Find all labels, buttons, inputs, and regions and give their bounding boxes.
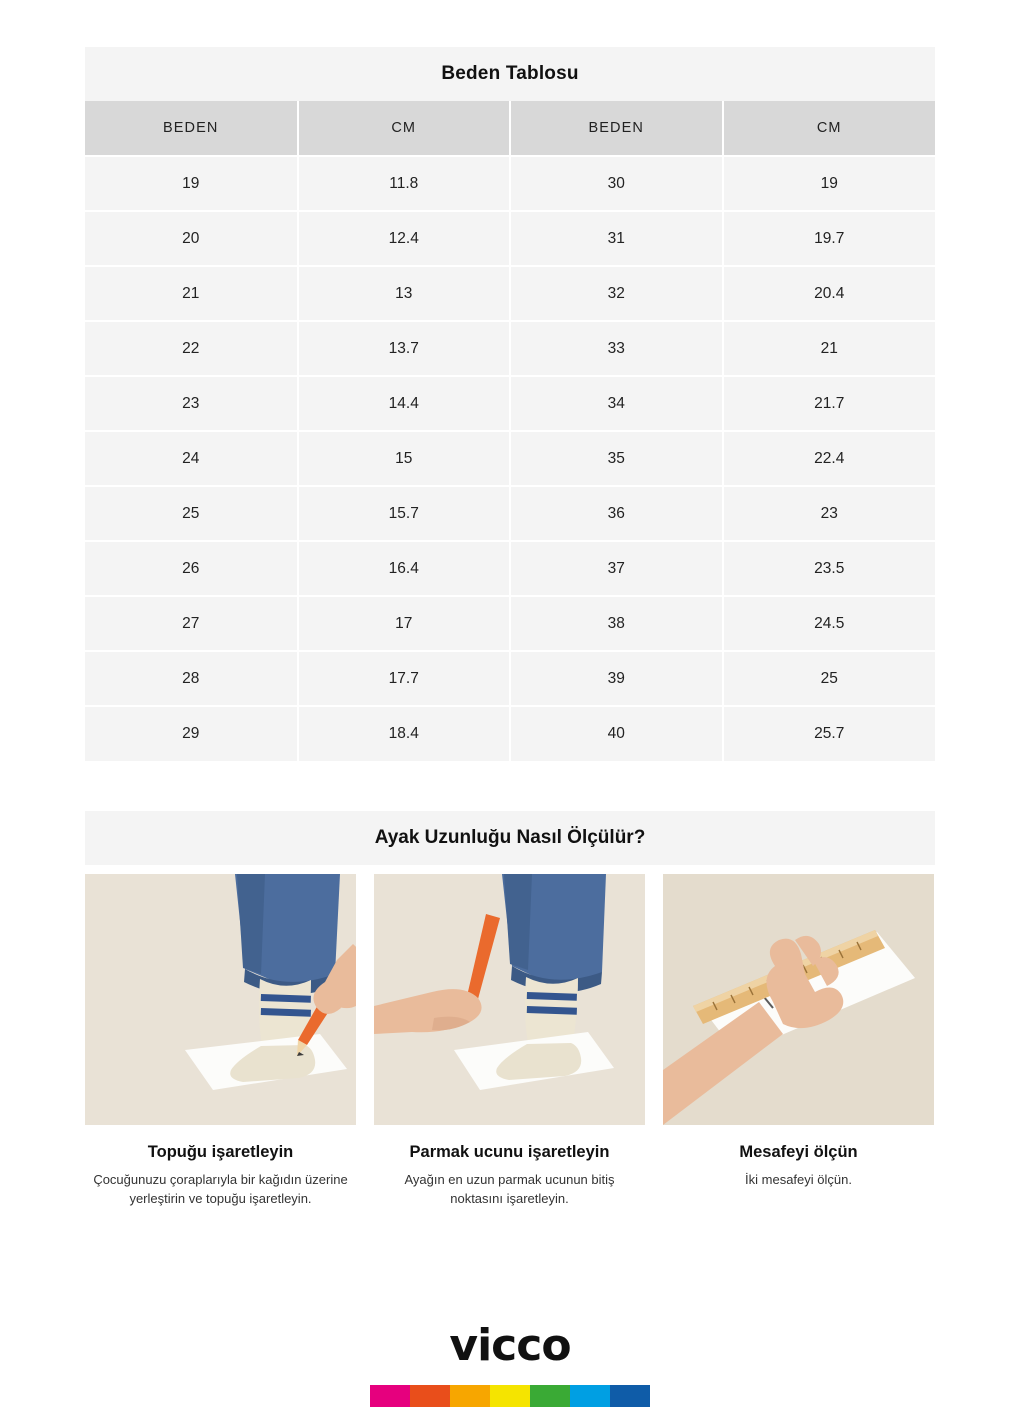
cell-cm-1: 17 — [298, 596, 511, 651]
table-row — [85, 486, 935, 541]
cell-beden-1: 20 — [85, 211, 298, 266]
size-guide-page — [0, 47, 1020, 1407]
cell-beden-1: 21 — [85, 266, 298, 321]
cell-beden-2: 37 — [510, 541, 723, 596]
step-title: Topuğu işaretleyin — [147, 1143, 294, 1161]
cell-beden-2: 32 — [510, 266, 723, 321]
step-description: Ayağın en uzun parmak ucunun bitiş noktasını işaretleyin. — [404, 1172, 615, 1206]
step2-illustration — [374, 874, 645, 1125]
cell-cm-2: 23.5 — [723, 541, 936, 596]
cell-beden-1: 22 — [85, 321, 298, 376]
color-swatch-cyan — [570, 1385, 610, 1407]
table-row — [85, 321, 935, 376]
cell-cm-2: 20.4 — [723, 266, 936, 321]
table-row — [85, 596, 935, 651]
cell-beden-1: 27 — [85, 596, 298, 651]
howto-step-3 — [663, 874, 934, 1209]
color-swatch-magenta — [370, 1385, 410, 1407]
step-title: Mesafeyi ölçün — [739, 1143, 858, 1161]
cell-cm-2: 21.7 — [723, 376, 936, 431]
howto-section — [85, 811, 935, 1209]
cell-beden-2: 38 — [510, 596, 723, 651]
foot-on-paper-heel-mark-photo — [85, 874, 356, 1125]
cell-cm-1: 13 — [298, 266, 511, 321]
step1-illustration — [85, 874, 356, 1125]
cell-beden-1: 29 — [85, 706, 298, 761]
cell-beden-1: 23 — [85, 376, 298, 431]
table-row — [85, 706, 935, 761]
column-header-beden-1: BEDEN — [85, 101, 298, 156]
cell-cm-2: 25.7 — [723, 706, 936, 761]
howto-title: Ayak Uzunluğu Nasıl Ölçülür? — [85, 811, 935, 865]
step-description: Çocuğunuzu çoraplarıyla bir kağıdın üzerine yerleştirin ve topuğu işaretleyin. — [93, 1172, 348, 1206]
cell-cm-1: 12.4 — [298, 211, 511, 266]
color-swatch-yellow — [490, 1385, 530, 1407]
cell-beden-1: 28 — [85, 651, 298, 706]
cell-beden-2: 34 — [510, 376, 723, 431]
brand-logo: vicco — [449, 1320, 571, 1371]
size-table-section — [85, 47, 935, 761]
table-row — [85, 541, 935, 596]
cell-cm-2: 24.5 — [723, 596, 936, 651]
cell-cm-1: 18.4 — [298, 706, 511, 761]
howto-step-2 — [374, 874, 645, 1209]
howto-steps — [85, 874, 935, 1209]
size-table — [85, 101, 935, 761]
color-swatch-green — [530, 1385, 570, 1407]
cell-cm-1: 11.8 — [298, 156, 511, 211]
cell-cm-2: 21 — [723, 321, 936, 376]
cell-cm-1: 14.4 — [298, 376, 511, 431]
ruler-measuring-paper-photo — [663, 874, 934, 1125]
step-description: İki mesafeyi ölçün. — [745, 1172, 852, 1187]
cell-beden-2: 36 — [510, 486, 723, 541]
table-header-row — [85, 101, 935, 156]
cell-cm-2: 22.4 — [723, 431, 936, 486]
cell-cm-1: 17.7 — [298, 651, 511, 706]
cell-beden-2: 33 — [510, 321, 723, 376]
cell-beden-2: 30 — [510, 156, 723, 211]
cell-beden-2: 40 — [510, 706, 723, 761]
table-row — [85, 211, 935, 266]
color-swatch-amber — [450, 1385, 490, 1407]
color-swatch-orange — [410, 1385, 450, 1407]
color-swatch-blue — [610, 1385, 650, 1407]
cell-cm-1: 16.4 — [298, 541, 511, 596]
column-header-cm-1: CM — [298, 101, 511, 156]
column-header-beden-2: BEDEN — [510, 101, 723, 156]
cell-cm-2: 19.7 — [723, 211, 936, 266]
footer — [0, 1320, 1020, 1407]
cell-cm-1: 15 — [298, 431, 511, 486]
table-row — [85, 431, 935, 486]
cell-beden-1: 26 — [85, 541, 298, 596]
cell-cm-1: 15.7 — [298, 486, 511, 541]
table-row — [85, 376, 935, 431]
table-row — [85, 156, 935, 211]
cell-beden-1: 24 — [85, 431, 298, 486]
size-table-title: Beden Tablosu — [85, 47, 935, 101]
foot-on-paper-toe-mark-photo — [374, 874, 645, 1125]
cell-beden-2: 39 — [510, 651, 723, 706]
cell-cm-2: 23 — [723, 486, 936, 541]
cell-beden-2: 35 — [510, 431, 723, 486]
brand-color-bar — [370, 1385, 650, 1407]
column-header-cm-2: CM — [723, 101, 936, 156]
cell-cm-2: 25 — [723, 651, 936, 706]
cell-cm-2: 19 — [723, 156, 936, 211]
cell-cm-1: 13.7 — [298, 321, 511, 376]
step3-illustration — [663, 874, 934, 1125]
table-row — [85, 266, 935, 321]
table-row — [85, 651, 935, 706]
step-title: Parmak ucunu işaretleyin — [409, 1143, 610, 1161]
cell-beden-2: 31 — [510, 211, 723, 266]
cell-beden-1: 25 — [85, 486, 298, 541]
cell-beden-1: 19 — [85, 156, 298, 211]
howto-step-1 — [85, 874, 356, 1209]
